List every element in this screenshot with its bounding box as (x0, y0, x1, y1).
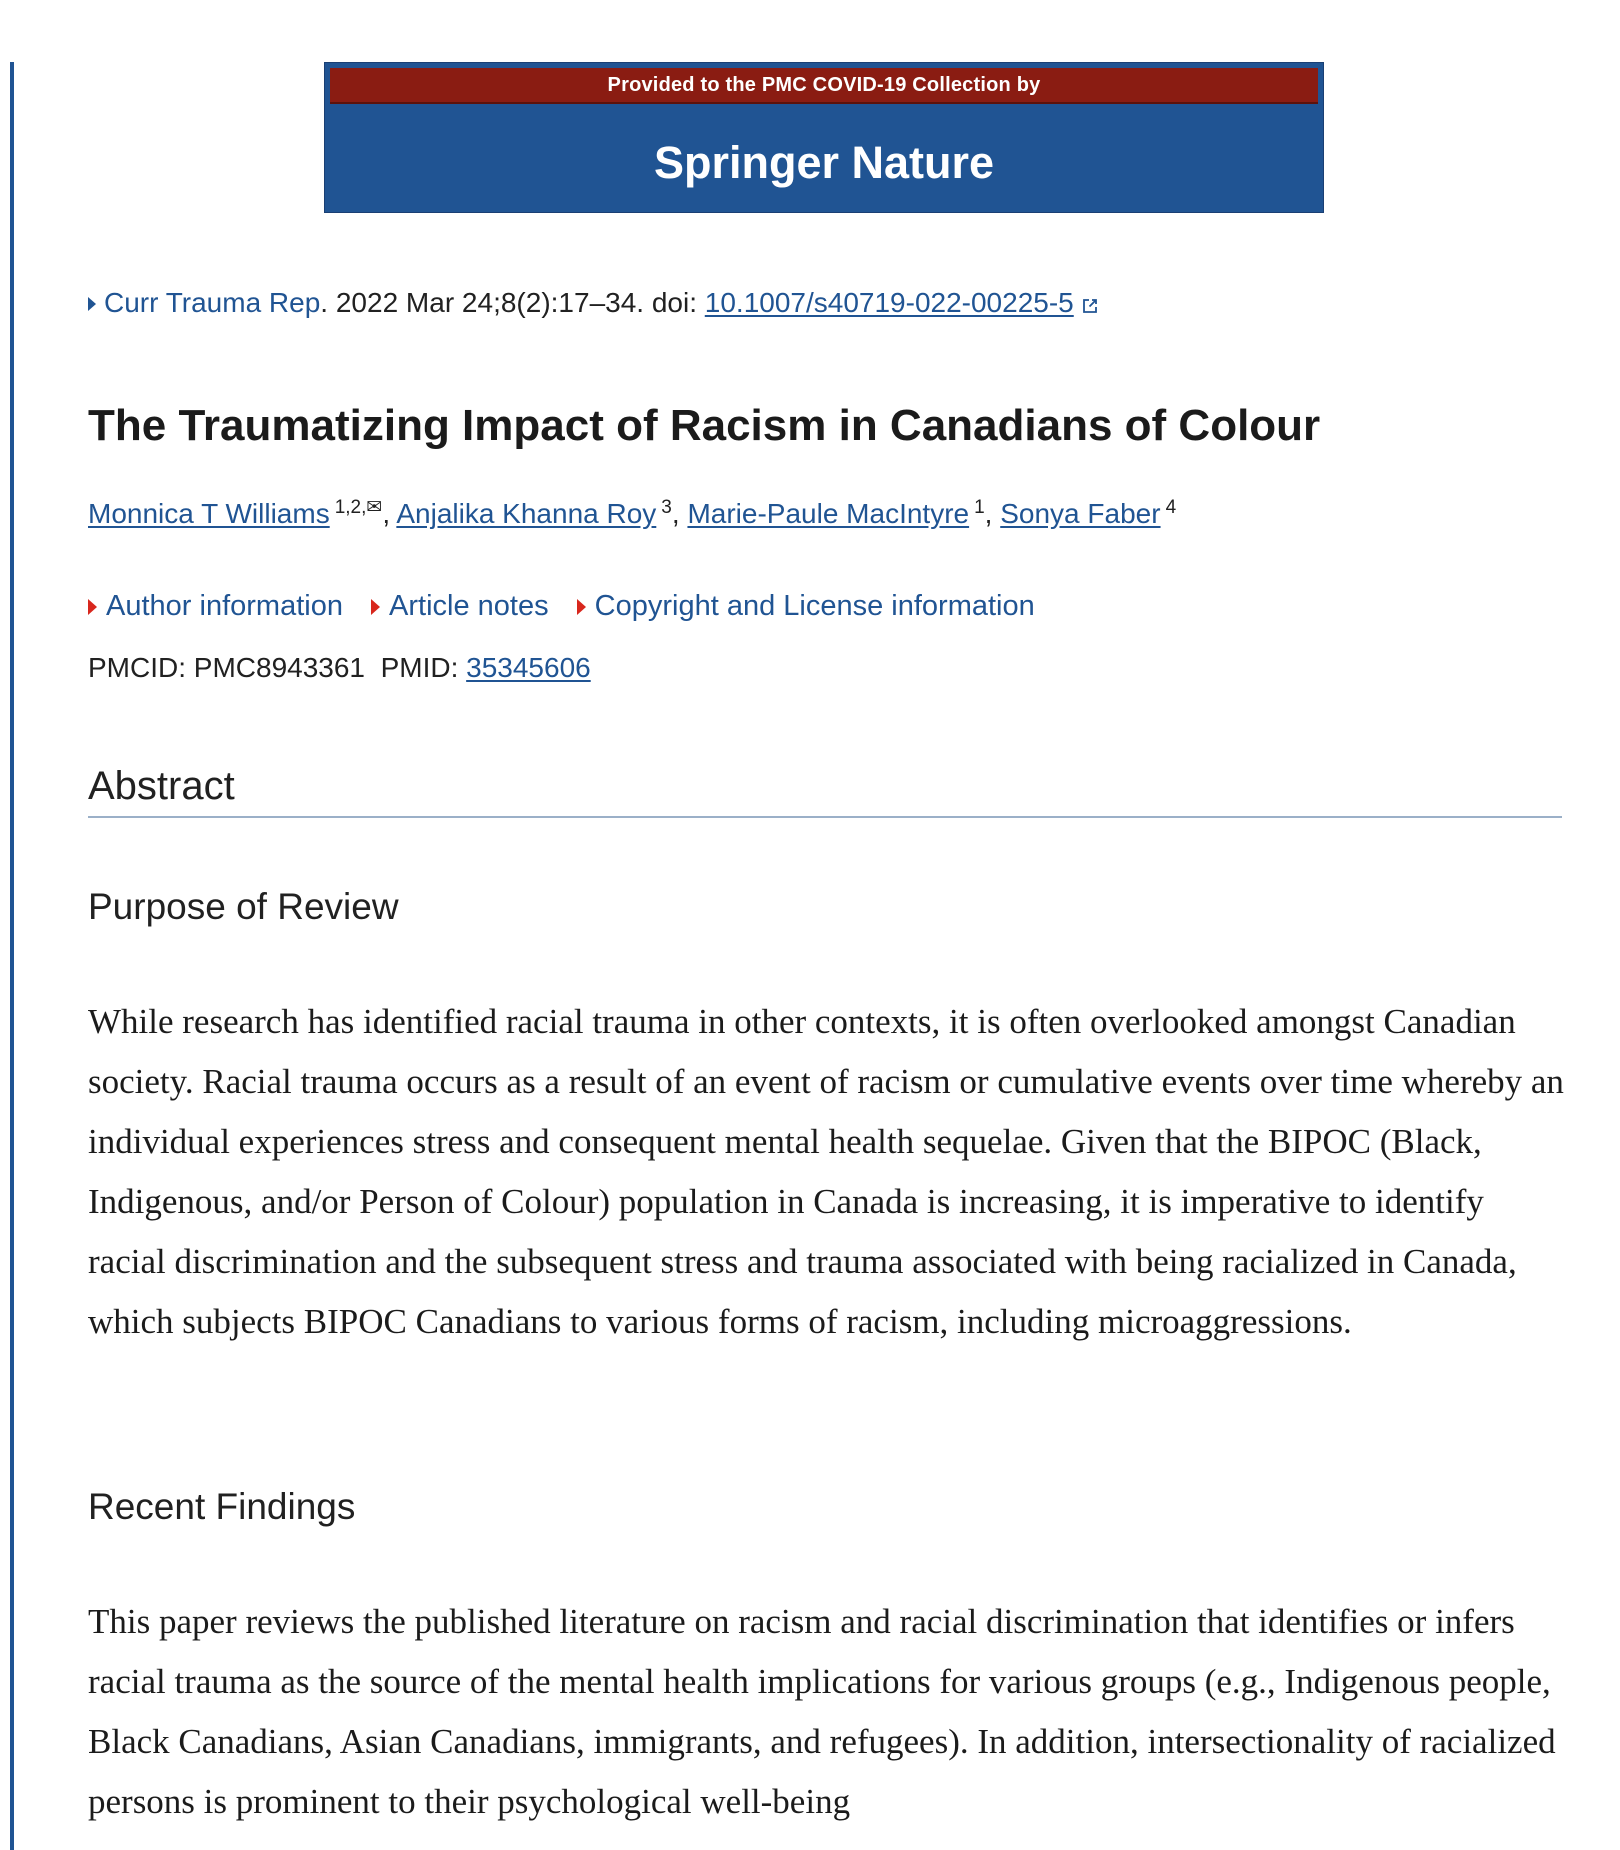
copyright-toggle[interactable] (577, 588, 1035, 624)
author-affiliation: 3 (661, 497, 672, 518)
abstract-heading: Abstract (88, 760, 1562, 818)
author-affiliation: 1,2,✉ (334, 497, 383, 518)
pmcid-label: PMCID: PMC8943361 (88, 652, 366, 683)
article-title: The Traumatizing Impact of Racism in Canadians of Colour (88, 401, 1321, 450)
author-link[interactable]: Sonya Faber (1000, 498, 1161, 529)
author-link[interactable]: Monnica T Williams (88, 498, 330, 529)
journal-link[interactable]: Curr Trauma Rep (104, 287, 321, 318)
expand-triangle-icon (577, 599, 586, 615)
author-list: Monnica T Williams $^{1,2,✉}$, Anjalika Khanna Roy $^3$, Marie-Paule MacIntyre $^1$, Sonya Faber $^4$ (88, 497, 1177, 529)
section-heading-purpose: Purpose of Review (88, 886, 399, 927)
author-information-link[interactable]: Author information (106, 590, 343, 622)
section-heading-findings: Recent Findings (88, 1486, 356, 1527)
info-links (88, 588, 1055, 624)
external-link-icon[interactable] (1082, 298, 1098, 314)
author-link[interactable]: Marie-Paule MacIntyre (687, 498, 970, 529)
article-identifiers (88, 650, 591, 686)
citation-details: . 2022 Mar 24;8(2):17–34. doi: (320, 287, 705, 318)
author-information-toggle[interactable] (88, 588, 343, 624)
pmid-link[interactable]: 35345606 (466, 652, 591, 683)
collection-banner[interactable] (324, 62, 1324, 213)
author-affiliation: 1 (974, 497, 985, 518)
citation-line (88, 285, 1098, 321)
copyright-link[interactable]: Copyright and License information (594, 590, 1035, 622)
author-link[interactable]: Anjalika Khanna Roy (396, 498, 657, 529)
article-notes-link[interactable]: Article notes (389, 590, 549, 622)
expand-triangle-icon (88, 599, 97, 615)
section-paragraph-purpose: While research has identified racial trauma in other contexts, it is often overlooked amongst Canadian society. Racial trauma occurs as a result of an event of racism or cumulative events over time whereby an individual experiences stress and consequent mental health sequelae. Given that the BIPOC (Black, Indigenous, and/or Person of Colour) population in Canada is increasing, it is imperative to identify racial discrimination and the subsequent stress and trauma associated with being racialized in Canada, which subjects BIPOC Canadians to various forms of racism, including microaggressions. (88, 1002, 1564, 1341)
banner-publisher-name: Springer Nature (653, 137, 995, 188)
expand-triangle-icon (371, 599, 380, 615)
section-paragraph-findings: This paper reviews the published literature on racism and racial discrimination that identifies or infers racial trauma as the source of the mental health implications for various groups (e.g., Indigenous people, Black Canadians, Asian Canadians, immigrants, and refugees). In addition, intersectionality of racialized persons is prominent to their psychological well-being (88, 1602, 1556, 1821)
banner-provided-text: Provided to the PMC COVID-19 Collection by (330, 68, 1318, 104)
pmid-label: PMID: (380, 652, 459, 683)
left-accent-rule (10, 62, 14, 1850)
expand-triangle-icon (88, 297, 96, 311)
author-affiliation: 4 (1165, 497, 1177, 518)
article-notes-toggle[interactable] (371, 588, 549, 624)
doi-link[interactable]: 10.1007/s40719-022-00225-5 (704, 287, 1074, 318)
